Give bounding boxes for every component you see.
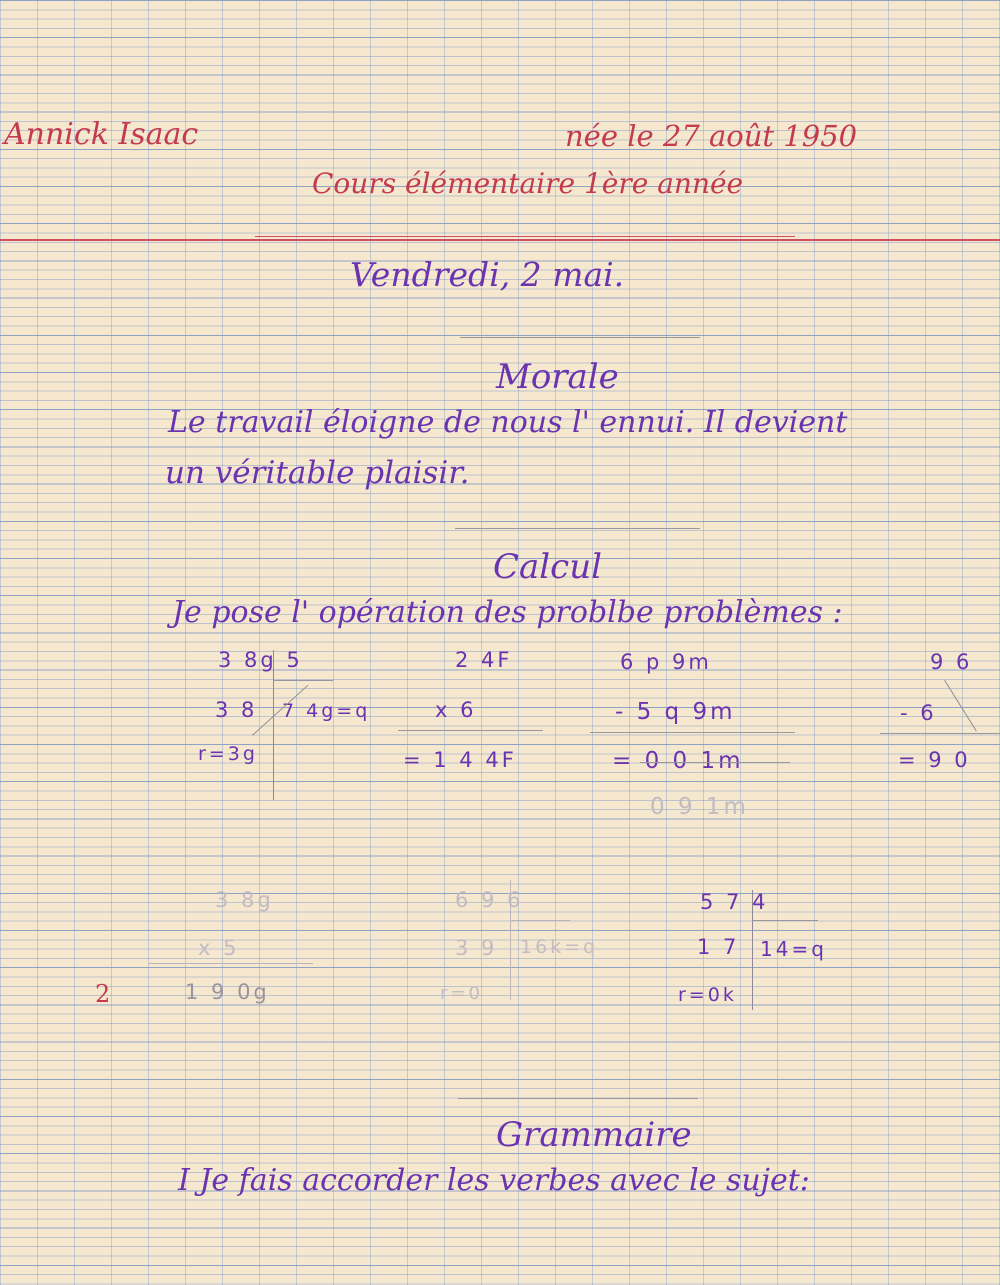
morale-separator [460, 337, 700, 338]
birth-date: née le 27 août 1950 [565, 119, 858, 153]
op7-row-1: 5 7 4 [700, 890, 769, 914]
op1-quotient: 7 4g=q [282, 700, 371, 722]
op4-row-2: - 6 [900, 701, 937, 725]
grammaire-line-1: I Je fais accorder les verbes avec le sujet: [178, 1163, 810, 1198]
op2-row-2: x 6 [435, 698, 477, 722]
op1-remainder: r=3g [198, 743, 258, 765]
op7-quotient-rule [752, 920, 818, 921]
op4-strike [944, 680, 977, 731]
op6-row-2: 3 9 [455, 936, 498, 960]
op6-quotient-rule [510, 920, 570, 921]
op4-row-1: 9 6 [930, 650, 973, 674]
op3-row-1: 6 p 9m [620, 650, 712, 674]
op7-division-bar [752, 890, 753, 1010]
op6-remainder: r=0 [440, 983, 483, 1004]
op5-rule [148, 963, 313, 964]
op2-rule [398, 730, 543, 731]
op4-result: = 9 0 [898, 748, 971, 772]
op4-rule [880, 733, 1000, 734]
grammaire-title: Grammaire [496, 1115, 692, 1155]
morale-title: Morale [496, 357, 619, 397]
header-underline [255, 236, 795, 237]
op1-quotient-rule [273, 680, 333, 681]
op1-division-bar [273, 650, 274, 800]
calcul-separator [455, 528, 700, 529]
op5-margin-number: 2 [95, 980, 111, 1008]
op6-quotient: 16k=q [520, 936, 599, 958]
op3-rule [590, 732, 795, 733]
morale-line-2: un véritable plaisir. [165, 455, 470, 491]
calcul-intro: Je pose l' opération des problbe problèmes : [172, 595, 843, 630]
op2-row-1: 2 4F [455, 648, 513, 672]
op6-row-1: 6 9 6 [455, 888, 524, 912]
op3-correction: 0 9 1m [650, 794, 749, 820]
op2-result: = 1 4 4F [403, 748, 517, 772]
student-name: Annick Isaac [4, 117, 199, 152]
class-level: Cours élémentaire 1ère année [312, 167, 744, 200]
morale-line-1: Le travail éloigne de nous l' ennui. Il devient [168, 405, 848, 440]
op5-row-1: 3 8g [215, 888, 274, 912]
op1-row-1: 3 8g 5 [218, 648, 303, 672]
header-margin-rule [0, 239, 1000, 241]
op7-remainder: r=0k [678, 984, 737, 1006]
op5-row-2: x 5 [198, 936, 240, 960]
op5-result: 1 9 0g [185, 980, 270, 1004]
op6-division-bar [510, 880, 511, 1000]
grammaire-separator [458, 1098, 698, 1099]
lesson-date: Vendredi, 2 mai. [350, 255, 625, 294]
op3-result: = 0 0 1m [612, 748, 744, 774]
op3-row-2: - 5 q 9m [615, 699, 736, 725]
op7-quotient: 14=q [760, 937, 827, 961]
op1-row-2: 3 8 [215, 698, 258, 722]
calcul-title: Calcul [493, 547, 602, 587]
op7-row-2: 1 7 [697, 935, 740, 959]
op3-strike [640, 762, 790, 763]
